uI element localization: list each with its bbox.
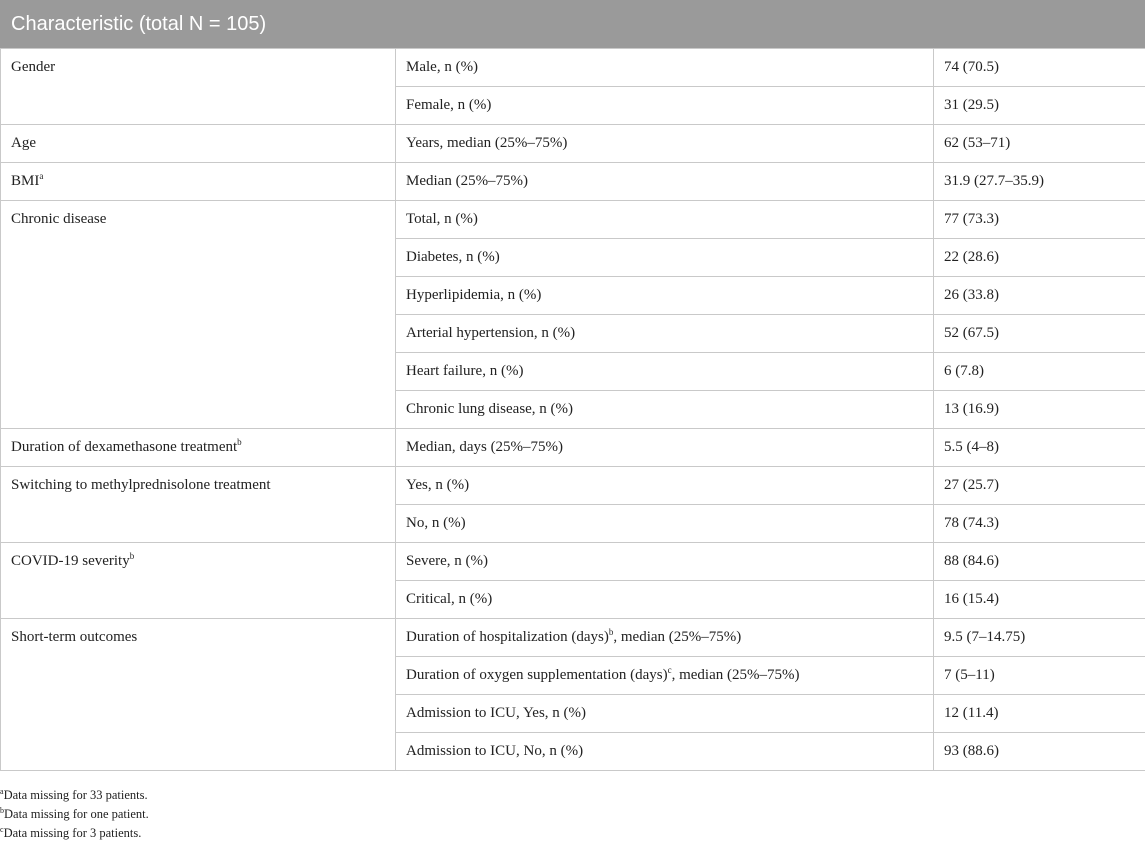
- measure-cell: [396, 391, 934, 429]
- measure-cell: [396, 581, 934, 619]
- characteristic-label: COVID-19 severity: [11, 553, 130, 569]
- table-body: [1, 49, 1145, 771]
- measure-cell: [396, 201, 934, 239]
- footnote-text: Data missing for one patient.: [4, 807, 149, 821]
- value-cell: 16 (15.4): [934, 581, 1145, 619]
- measure-cell: [396, 87, 934, 125]
- measure-label-tail: , median (25%–75%): [613, 629, 742, 645]
- measure-label: Duration of oxygen supplementation (days): [406, 667, 668, 683]
- characteristic-cell: [1, 49, 396, 125]
- measure-cell: [396, 277, 934, 315]
- measure-label: Median, days (25%–75%): [406, 439, 564, 455]
- measure-label: Critical, n (%): [406, 591, 493, 607]
- table-row: [1, 125, 1145, 163]
- measure-label: Admission to ICU, Yes, n (%): [406, 705, 587, 721]
- measure-label: No, n (%): [406, 515, 466, 531]
- footnote-marker: b: [608, 627, 614, 637]
- footnote: [0, 786, 149, 805]
- footnote: [0, 824, 149, 843]
- table-row: [1, 49, 1145, 87]
- value-cell: 74 (70.5): [934, 49, 1145, 87]
- value-cell: 93 (88.6): [934, 733, 1145, 771]
- measure-cell: [396, 239, 934, 277]
- measure-cell: [396, 733, 934, 771]
- measure-label: Yes, n (%): [406, 477, 470, 493]
- table-row: [1, 619, 1145, 657]
- value-cell: 52 (67.5): [934, 315, 1145, 353]
- table-row: [1, 201, 1145, 239]
- measure-label: Male, n (%): [406, 59, 479, 75]
- value-cell: 6 (7.8): [934, 353, 1145, 391]
- value-cell: 77 (73.3): [934, 201, 1145, 239]
- characteristic-cell: [1, 543, 396, 619]
- measure-cell: [396, 695, 934, 733]
- measure-label: Diabetes, n (%): [406, 249, 500, 265]
- footnote-marker: a: [0, 786, 4, 796]
- value-cell: 12 (11.4): [934, 695, 1145, 733]
- measure-cell: [396, 49, 934, 87]
- measure-cell: [396, 543, 934, 581]
- measure-label: Female, n (%): [406, 97, 492, 113]
- value-cell: 31 (29.5): [934, 87, 1145, 125]
- characteristic-label: Age: [11, 135, 36, 151]
- characteristic-cell: [1, 201, 396, 429]
- table-row: [1, 163, 1145, 201]
- measure-cell: [396, 657, 934, 695]
- footnote-marker: c: [0, 824, 4, 834]
- value-cell: 62 (53–71): [934, 125, 1145, 163]
- table-row: [1, 429, 1145, 467]
- measure-label: Duration of hospitalization (days): [406, 629, 609, 645]
- value-cell: 5.5 (4–8): [934, 429, 1145, 467]
- footnote-text: Data missing for 3 patients.: [3, 826, 142, 840]
- measure-cell: [396, 505, 934, 543]
- characteristic-cell: [1, 619, 396, 771]
- value-cell: 13 (16.9): [934, 391, 1145, 429]
- value-cell: 7 (5–11): [934, 657, 1145, 695]
- measure-label: Severe, n (%): [406, 553, 489, 569]
- measure-cell: [396, 353, 934, 391]
- footnote-marker: b: [237, 437, 242, 447]
- value-cell: 27 (25.7): [934, 467, 1145, 505]
- characteristic-cell: [1, 429, 396, 467]
- value-cell: 31.9 (27.7–35.9): [934, 163, 1145, 201]
- measure-label: Heart failure, n (%): [406, 363, 524, 379]
- measure-label: Arterial hypertension, n (%): [406, 325, 576, 341]
- table-row: [1, 467, 1145, 505]
- footnote-marker: b: [0, 805, 4, 815]
- measure-label: Chronic lung disease, n (%): [406, 401, 574, 417]
- measure-cell: [396, 125, 934, 163]
- footnote: [0, 805, 149, 824]
- characteristic-label: Chronic disease: [11, 211, 107, 227]
- value-cell: 78 (74.3): [934, 505, 1145, 543]
- table-title-header: Characteristic (total N = 105): [0, 0, 1145, 48]
- measure-label-tail: , median (25%–75%): [671, 667, 800, 683]
- characteristic-label: Duration of dexamethasone treatment: [11, 439, 238, 455]
- value-cell: 26 (33.8): [934, 277, 1145, 315]
- measure-label: Total, n (%): [406, 211, 478, 227]
- characteristic-label: Gender: [11, 59, 56, 75]
- characteristic-cell: [1, 125, 396, 163]
- footnote-marker: b: [129, 551, 135, 561]
- footnote-marker: a: [39, 171, 44, 181]
- measure-label: Hyperlipidemia, n (%): [406, 287, 542, 303]
- measure-cell: [396, 467, 934, 505]
- measure-cell: [396, 429, 934, 467]
- characteristic-label: BMI: [11, 173, 40, 189]
- value-cell: 9.5 (7–14.75): [934, 619, 1145, 657]
- characteristics-table: [0, 48, 1145, 771]
- measure-label: Admission to ICU, No, n (%): [406, 743, 584, 759]
- characteristic-cell: [1, 163, 396, 201]
- measure-cell: [396, 315, 934, 353]
- measure-label: Years, median (25%–75%): [406, 135, 568, 151]
- measure-label: Median (25%–75%): [406, 173, 529, 189]
- table-row: [1, 543, 1145, 581]
- value-cell: 22 (28.6): [934, 239, 1145, 277]
- characteristic-label: Switching to methylprednisolone treatment: [11, 477, 271, 493]
- characteristic-label: Short-term outcomes: [11, 629, 138, 645]
- measure-cell: [396, 163, 934, 201]
- footnote-text: Data missing for 33 patients.: [3, 788, 148, 802]
- footnote-marker: c: [667, 665, 672, 675]
- footnotes: [0, 786, 149, 843]
- measure-cell: [396, 619, 934, 657]
- value-cell: 88 (84.6): [934, 543, 1145, 581]
- characteristic-cell: [1, 467, 396, 543]
